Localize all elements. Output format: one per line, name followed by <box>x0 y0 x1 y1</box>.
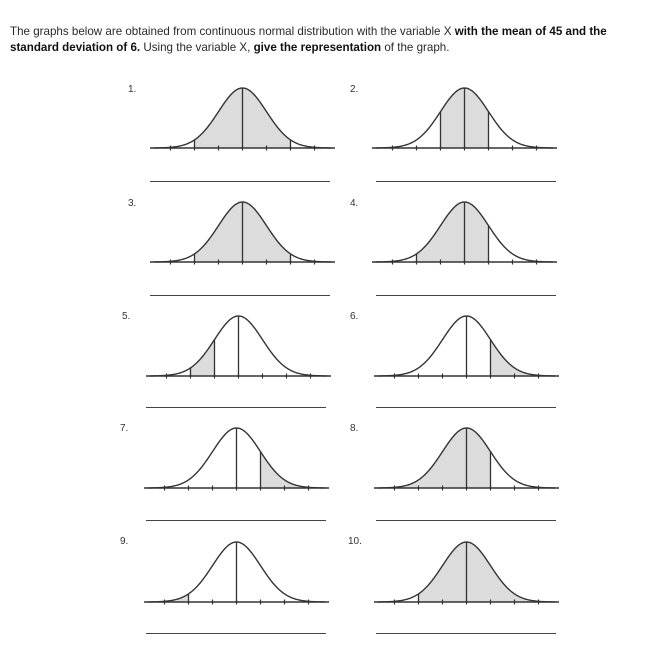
normal-curve-graph <box>150 198 335 270</box>
answer-line[interactable] <box>376 407 556 408</box>
normal-curve-graph <box>374 312 559 384</box>
item-number: 1. <box>128 84 137 95</box>
answer-line[interactable] <box>376 520 556 521</box>
normal-curve-graph <box>374 424 559 496</box>
normal-curve-graph <box>150 84 335 156</box>
instructions-part4: give the representation <box>253 41 382 54</box>
shaded-region <box>261 452 328 488</box>
answer-line[interactable] <box>376 181 556 182</box>
instructions-part3: Using the variable X, <box>140 41 254 54</box>
answer-line[interactable] <box>150 181 330 182</box>
instructions-part2: with the mean of 45 and the standard deviation of 6. <box>10 25 607 54</box>
normal-curve-graph <box>372 84 557 156</box>
normal-curve-graph <box>146 312 331 384</box>
answer-line[interactable] <box>376 633 556 634</box>
item-number: 5. <box>122 311 131 322</box>
answer-line[interactable] <box>146 520 326 521</box>
item-number: 4. <box>350 198 359 209</box>
normal-curve-graph <box>144 424 329 496</box>
answer-line[interactable] <box>146 407 326 408</box>
answer-line[interactable] <box>146 633 326 634</box>
item-number: 6. <box>350 311 359 322</box>
answer-line[interactable] <box>376 295 556 296</box>
normal-curve-graph <box>374 538 559 610</box>
shaded-region <box>491 340 558 376</box>
item-number: 7. <box>120 423 129 434</box>
item-number: 8. <box>350 423 359 434</box>
item-number: 3. <box>128 198 137 209</box>
shaded-region <box>419 542 558 602</box>
item-number: 9. <box>120 536 129 547</box>
instructions <box>10 24 655 56</box>
answer-line[interactable] <box>150 295 330 296</box>
item-number: 2. <box>350 84 359 95</box>
instructions-part1: The graphs below are obtained from continuous normal distribution with the variable X <box>10 25 455 38</box>
shaded-region <box>395 428 491 488</box>
item-number: 10. <box>348 536 362 547</box>
normal-curve-graph <box>372 198 557 270</box>
instructions-part5: of the graph. <box>381 41 450 54</box>
normal-curve-graph <box>144 538 329 610</box>
